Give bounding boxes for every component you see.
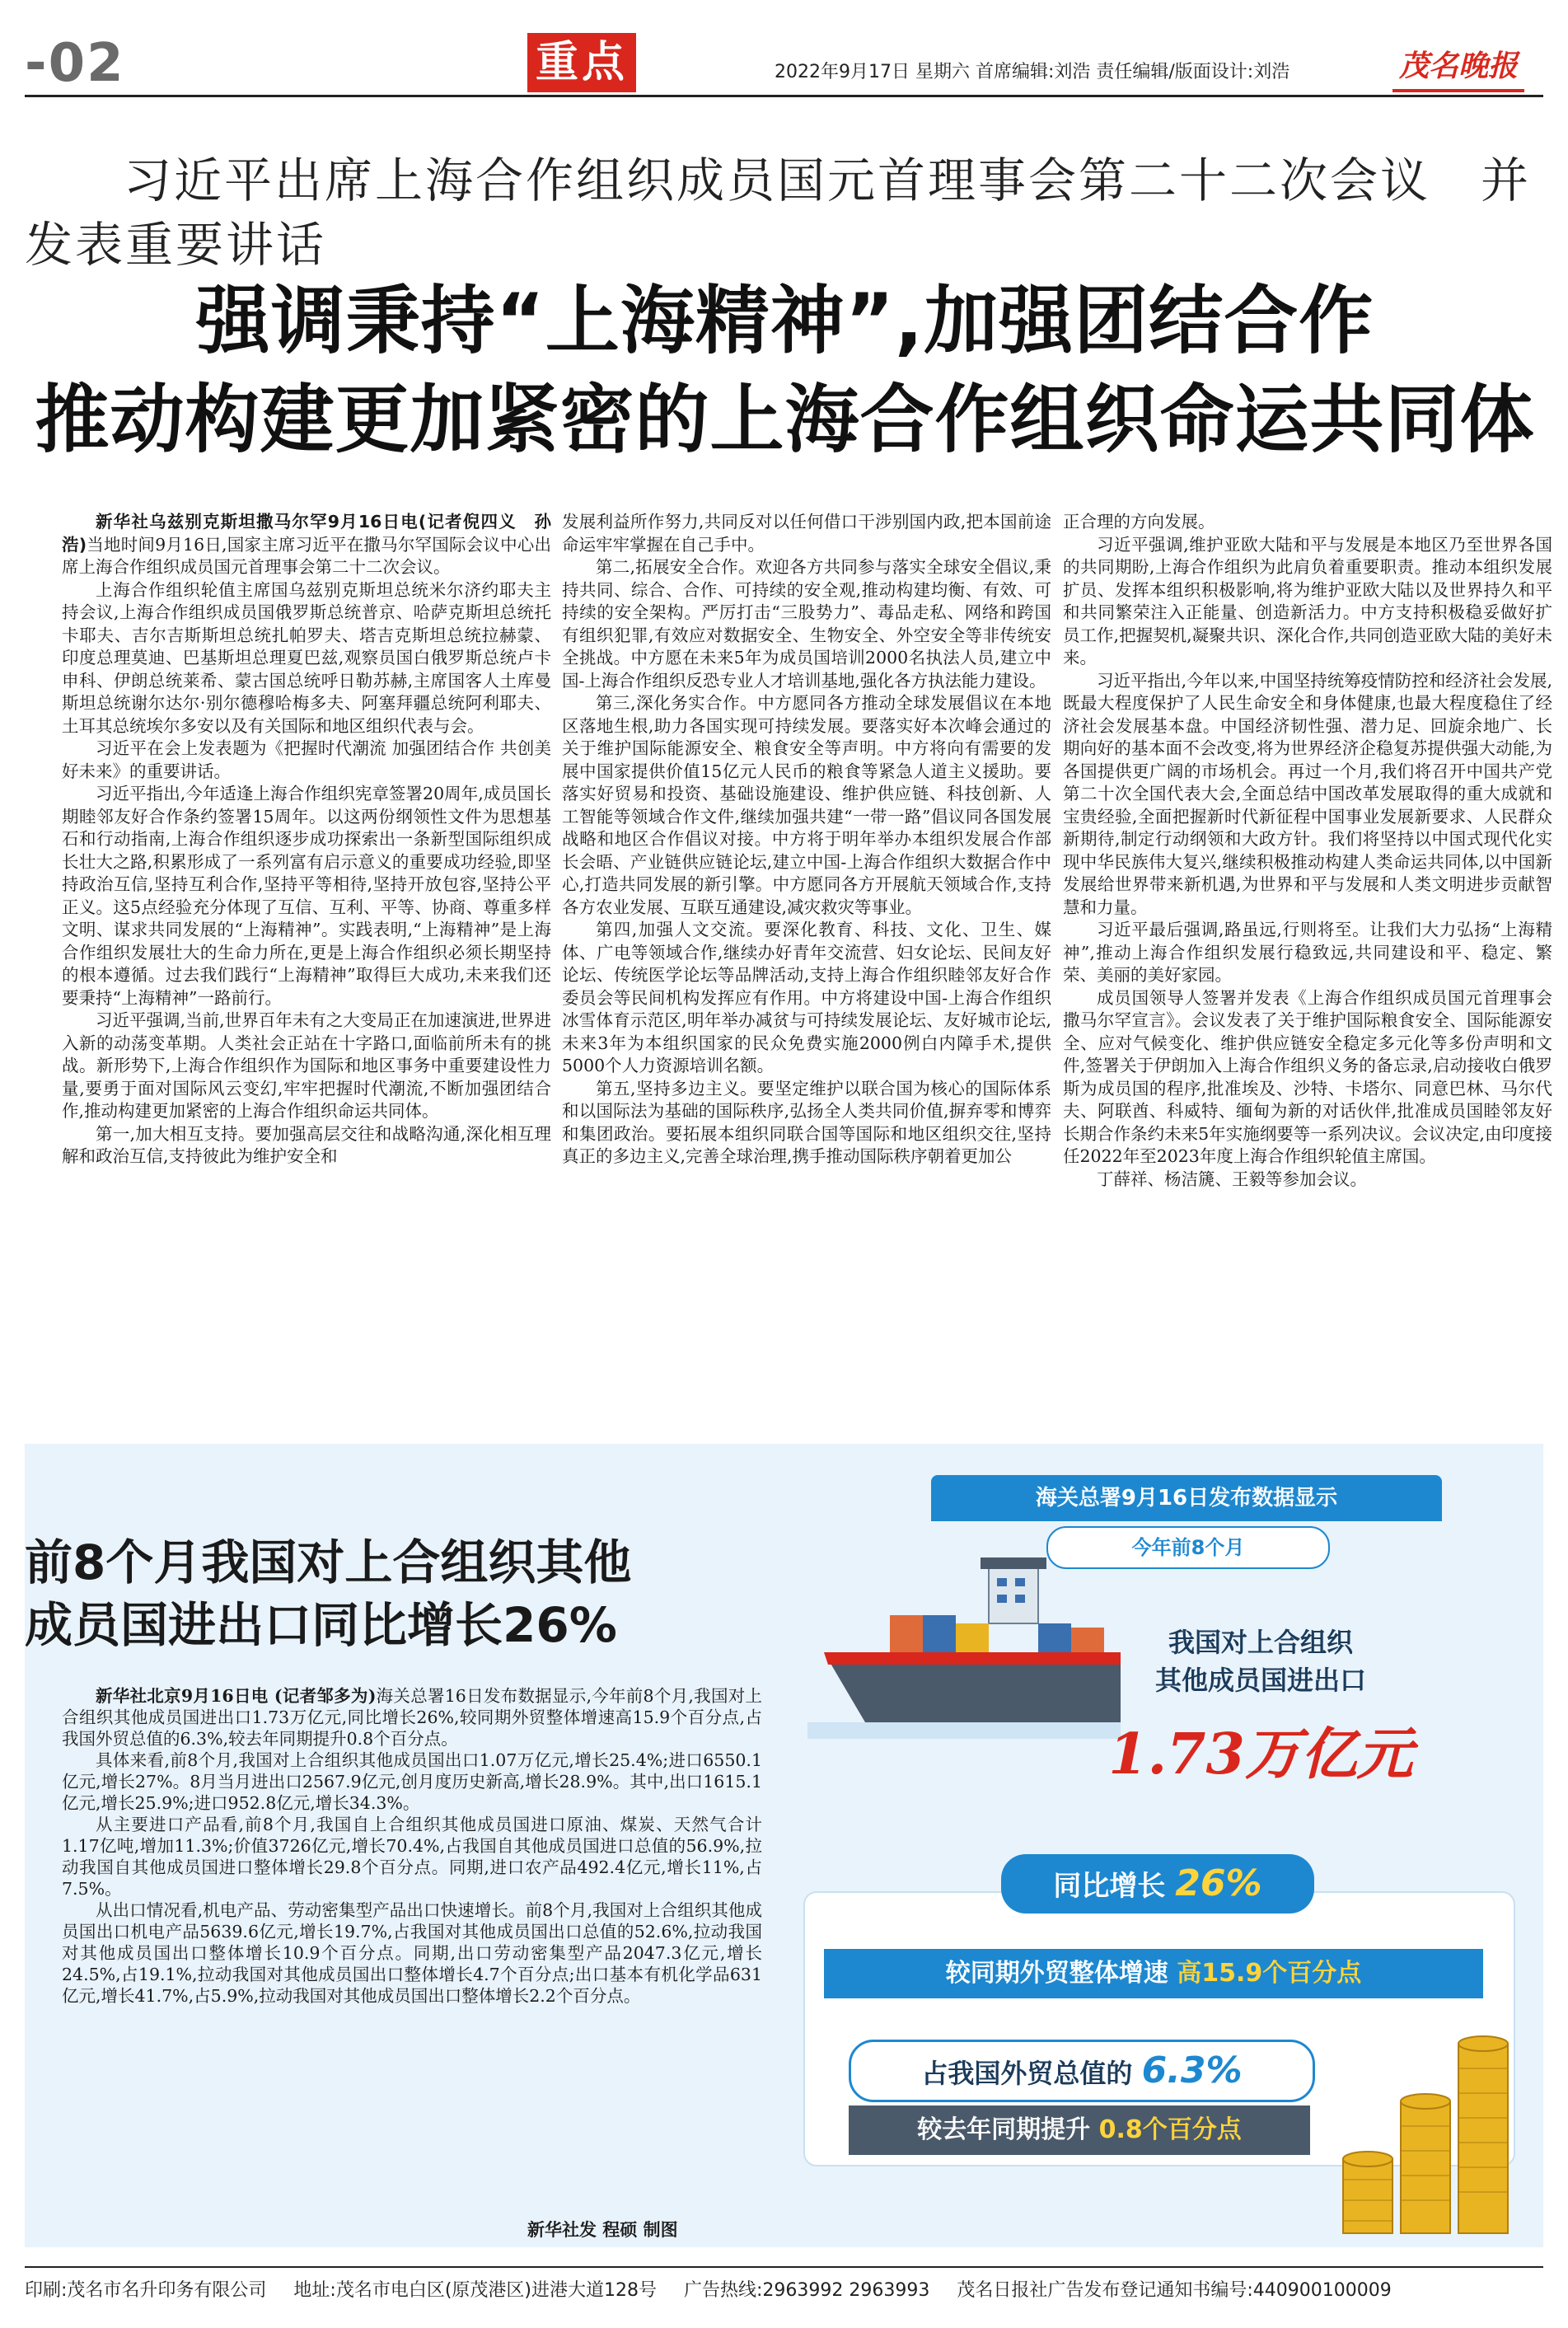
article-paragraph	[62, 1685, 762, 1750]
newspaper-logo: 茂名晚报	[1392, 43, 1524, 92]
article-paragraph	[62, 1009, 551, 1123]
paragraph-text: 当地时间9月16日,国家主席习近平在撒马尔罕国际会议中心出席上海合作组织成员国元首理事会第二十二次会议。	[62, 534, 551, 577]
trade-value: 高15.9个百分点	[1177, 1959, 1362, 1988]
dateline: 2022年9月17日 星期六 首席编辑:刘浩 责任编辑/版面设计:刘浩	[775, 62, 1290, 82]
paragraph-text: 具体来看,前8个月,我国对上合组织其他成员国出口1.07万亿元,增长25.4%;进口6550.1亿元,增长27%。8月当月进出口2567.9亿元,创月度历史新高,增长28.9%。其中,出口1615.1亿元,增长25.9%;进口952.8亿元,增长34.3%。	[62, 1750, 762, 1813]
article-paragraph	[62, 1750, 762, 1814]
metric-value: 1.73万亿元	[1108, 1721, 1413, 1787]
footer-hotline: 广告热线:2963992 2963993	[684, 2280, 930, 2301]
article-paragraph	[562, 919, 1051, 1078]
masthead-rule	[25, 95, 1543, 97]
trade-label: 较同期外贸整体增速	[945, 1959, 1168, 1988]
section-tag: 重点	[527, 33, 636, 92]
paragraph-text: 上海合作组织轮值主席国乌兹别克斯坦总统米尔济约耶夫主持会议,上海合作组织成员国俄罗斯总统普京、哈萨克斯坦总统托卡耶夫、吉尔吉斯斯坦总统扎帕罗夫、塔吉克斯坦总统拉赫蒙、印度总理莫迪、巴基斯坦总理夏巴兹,观察员国白俄罗斯总统卢卡申科、伊朗总统莱希、蒙古国总统呼日勒苏赫,主席国客人土库曼斯坦总统谢尔达尔·别尔德穆哈梅多夫、阿塞拜疆总统阿利耶夫、土耳其总统埃尔多安以及有关国际和地区组织代表与会。	[62, 579, 551, 736]
sidebar-headline-line-2: 成员国进出口同比增长26%	[25, 1597, 617, 1653]
metric-label	[1071, 1623, 1450, 1699]
paragraph-text: 成员国领导人签署并发表《上海合作组织成员国元首理事会撒马尔罕宣言》。会议发表了关于维护国际粮食安全、国际能源安全、应对气候变化、维护供应链安全稳定多元化等多份声明和文件,签署关于伊朗加入上海合作组织义务的备忘录,启动接收白俄罗斯为成员国的程序,批准埃及、沙特、卡塔尔、同意巴林、马尔代夫、阿联酋、科威特、缅甸为新的对话伙伴,批准成员国睦邻友好长期合作条约未来5年实施纲要等一系列决议。会议决定,由印度接任2022年至2023年度上海合作组织轮值主席国。	[1063, 987, 1552, 1166]
article-paragraph	[62, 1899, 762, 2007]
article-paragraph	[1063, 511, 1552, 534]
paragraph-text: 第四,加强人文交流。要深化教育、科技、文化、卫生、媒体、广电等领域合作,继续办好青年交流营、妇女论坛、民间友好论坛、传统医学论坛等品牌活动,支持上海合作组织睦邻友好合作委员会等民间机构发挥应有作用。中方将建设中国-上海合作组织冰雪体育示范区,明年举办减贫与可持续发展论坛、友好城市论坛,未来3年为本组织国家的民众免费实施2000例白内障手术,提供5000个人力资源培训名额。	[562, 920, 1051, 1075]
paragraph-text: 习近平指出,今年适逢上海合作组织宪章签署20周年,成员国长期睦邻友好合作条约签署15周年。以这两份纲领性文件为思想基石和行动指南,上海合作组织逐步成功探索出一条新型国际组织成长壮大之路,积累形成了一系列富有启示意义的重要成功经验,即坚持政治互信,坚持互利合作,坚持平等相待,坚持开放包容,坚持公平正义。这5点经验充分体现了互信、互利、平等、协商、尊重多样文明、谋求共同发展的“上海精神”。实践表明,“上海精神”是上海合作组织发展壮大的生命力所在,更是上海合作组织必须长期坚持的根本遵循。过去我们践行“上海精神”取得巨大成功,未来我们还要秉持“上海精神”一路前行。	[62, 784, 551, 1008]
footer	[25, 2276, 1543, 2302]
metric-label-line-2: 其他成员国进出口	[1154, 1665, 1366, 1696]
article-paragraph	[1063, 919, 1552, 987]
paragraph-text: 第三,深化务实合作。中方愿同各方推动全球发展倡议在本地区落地生根,助力各国实现可持续发展。要落实好本次峰会通过的关于维护国际能源安全、粮食安全等声明。中方将向有需要的发展中国家提供价值15亿元人民币的粮食等紧急人道主义援助。要落实好贸易和投资、基础设施建设、维护供应链、科技创新、人工智能等领域合作文件,继续加强共建“一带一路”倡议同各国发展战略和地区合作倡议对接。中方将于明年举办本组织发展合作部长会晤、产业链供应链论坛,建立中国-上海合作组织大数据合作中心,打造共同发展的新引擎。中方愿同各方开展航天领域合作,支持各方农业发展、互联互通建设,减灾救灾等事业。	[562, 693, 1051, 917]
yoy-label: 同比增长	[1053, 1870, 1166, 1903]
paragraph-text: 习近平在会上发表题为《把握时代潮流 加强团结合作 共创美好未来》的重要讲话。	[62, 738, 551, 781]
footer-printer: 印刷:茂名市名升印务有限公司	[25, 2280, 267, 2301]
article-paragraph	[1063, 987, 1552, 1169]
headline-line-2: 推动构建更加紧密的上海合作组织命运共同体	[35, 377, 1535, 463]
paragraph-text: 习近平强调,维护亚欧大陆和平与发展是本地区乃至世界各国的共同期盼,上海合作组织为此肩负着重要职责。推动本组织发展扩员、发挥本组织积极影响,将为维护亚欧大陆以及世界持久和平和共同繁荣注入正能量、创造新活力。中方支持积极稳妥做好扩员工作,把握契机,凝聚共识、深化合作,共同创造亚欧大陆的美好未来。	[1063, 534, 1552, 667]
paragraph-text: 发展利益所作努力,共同反对以任何借口干涉别国内政,把本国前途命运牢牢掌握在自己手中。	[562, 512, 1051, 555]
article-kicker: 习近平出席上海合作组织成员国元首理事会第二十二次会议 并发表重要讲话	[25, 152, 1532, 273]
article-paragraph	[562, 1078, 1051, 1169]
paragraph-text: 第五,坚持多边主义。要坚定维护以联合国为核心的国际体系和以国际法为基础的国际秩序,弘扬全人类共同价值,摒弃零和博弈和集团政治。要拓展本组织同联合国等国际和地区组织交往,坚持真正的多边主义,完善全球治理,携手推动国际秩序朝着更加公	[562, 1078, 1051, 1166]
article-paragraph	[62, 511, 551, 579]
page-number: -02	[25, 33, 125, 94]
paragraph-text: 从出口情况看,机电产品、劳动密集型产品出口快速增长。前8个月,我国对上合组织其他成员国出口机电产品5639.6亿元,增长19.7%,占我国对其他成员国出口总值的52.6%,拉动我国对其他成员国出口整体增长10.9个百分点。同期,出口劳动密集型产品2047.3亿元,增长24.5%,占19.1%,拉动我国对其他成员国出口整体增长4.7个百分点;出口基本有机化学品631亿元,增长41.7%,占5.9%,拉动我国对其他成员国出口整体增长2.2个百分点。	[62, 1900, 762, 2006]
article-column-2	[562, 511, 1051, 1426]
paragraph-text: 习近平最后强调,路虽远,行则将至。让我们大力弘扬“上海精神”,推动上海合作组织发展行稳致远,共同建设和平、稳定、繁荣、美丽的美好家园。	[1063, 920, 1552, 985]
sidebar-headline-line-1: 前8个月我国对上合组织其他	[25, 1534, 632, 1590]
footer-rule	[25, 2266, 1543, 2268]
metric-label-line-1: 我国对上合组织	[1168, 1627, 1353, 1658]
article-paragraph	[62, 738, 551, 783]
gold-coin-stack-icon	[1335, 2011, 1541, 2241]
paragraph-text: 第一,加大相互支持。要加强高层交往和战略沟通,深化相互理解和政治互信,支持彼此为维护安全和	[62, 1123, 551, 1166]
article-paragraph	[62, 1123, 551, 1169]
paragraph-text: 第二,拓展安全合作。欢迎各方共同参与落实全球安全倡议,秉持共同、综合、合作、可持续的安全观,推动构建均衡、有效、可持续的安全架构。严厉打击“三股势力”、毒品走私、网络和跨国有组织犯罪,有效应对数据安全、生物安全、外空安全等非传统安全挑战。中方愿在未来5年为成员国培训2000名执法人员,建立中国-上海合作组织反恐专业人才培训基地,强化各方执法能力建设。	[562, 557, 1051, 691]
sidebar-body	[62, 1685, 762, 2007]
yoy-value: 26%	[1175, 1862, 1262, 1904]
article-column-1	[62, 511, 551, 1426]
paragraph-text: 从主要进口产品看,前8个月,我国自上合组织其他成员国进口原油、煤炭、天然气合计1.17亿吨,增加11.3%;价值3726亿元,增长70.4%,占我国自其他成员国进口总值的56.9%,拉动我国自其他成员国进口整体增长29.8个百分点。同期,进口农产品492.4亿元,增长11%,占7.5%。	[62, 1815, 762, 1899]
trade-growth-bar	[824, 1949, 1483, 1998]
article-headline	[25, 272, 1545, 470]
period-pill: 今年前8个月	[1046, 1526, 1330, 1569]
up-label: 较去年同期提升	[917, 2115, 1091, 2144]
paragraph-text: 正合理的方向发展。	[1063, 512, 1215, 532]
article-paragraph	[562, 556, 1051, 692]
footer-license: 茂名日报社广告发布登记通知书编号:440900100009	[957, 2280, 1392, 2301]
article-paragraph	[1063, 670, 1552, 920]
article-paragraph	[1063, 534, 1552, 670]
share-label: 占我国外贸总值的	[921, 2058, 1133, 2089]
article-paragraph	[62, 783, 551, 1009]
dateline-lead: 新华社乌兹别克斯坦撒马尔罕9月16日电(记者倪四义 孙浩)	[62, 512, 551, 555]
paragraph-text: 习近平指出,今年以来,中国坚持统筹疫情防控和经济社会发展,既最大程度保护了人民生命安全和身体健康,也最大程度稳住了经济社会发展基本盘。中国经济韧性强、潜力足、回旋余地广、长期向好的基本面不会改变,将为世界经济企稳复苏提供强大动能,为各国提供更广阔的市场机会。再过一个月,我们将召开中国共产党第二十次全国代表大会,全面总结中国改革发展取得的重大成就和宝贵经验,全面把握新时代新征程中国事业发展新要求、人民群众新期待,制定行动纲领和大政方针。我们将坚持以中国式现代化实现中华民族伟大复兴,继续积极推动构建人类命运共同体,以中国新发展给世界带来新机遇,为世界和平与发展和人类文明进步贡献智慧和力量。	[1063, 670, 1552, 917]
infographic-banner: 海关总署9月16日发布数据显示	[931, 1475, 1442, 1521]
paragraph-text: 习近平强调,当前,世界百年未有之大变局正在加速演进,世界进入新的动荡变革期。人类社会正站在十字路口,面临前所未有的挑战。新形势下,上海合作组织作为国际和地区事务中重要建设性力量,要勇于面对国际风云变幻,牢牢把握时代潮流,不断加强团结合作,推动构建更加紧密的上海合作组织命运共同体。	[62, 1010, 551, 1121]
article-paragraph	[562, 692, 1051, 919]
graphic-credit: 新华社发 程硕 制图	[527, 2220, 678, 2240]
article-paragraph	[62, 579, 551, 738]
sidebar-headline	[25, 1531, 766, 1656]
article-paragraph	[62, 1814, 762, 1899]
article-column-3	[1063, 511, 1552, 1426]
footer-address: 地址:茂名市电白区(原茂港区)进港大道128号	[293, 2280, 657, 2301]
share-value: 6.3%	[1141, 2049, 1243, 2091]
up-value: 0.8个百分点	[1098, 2115, 1242, 2144]
article-paragraph	[1063, 1169, 1552, 1192]
dateline-lead: 新华社北京9月16日电 (记者邹多为)	[96, 1686, 377, 1706]
paragraph-text: 海关总署16日发布数据显示,今年前8个月,我国对上合组织其他成员国进出口1.73万亿元,同比增长26%,较同期外贸整体增速高15.9个百分点,占我国外贸总值的6.3%,较去年同期提升0.8个百分点。	[62, 1686, 762, 1749]
share-badge	[849, 2040, 1315, 2102]
paragraph-text: 丁薛祥、杨洁篪、王毅等参加会议。	[1097, 1169, 1367, 1189]
headline-line-1: 强调秉持“上海精神”,加强团结合作	[195, 278, 1374, 364]
yoy-increase-bar	[849, 2106, 1310, 2155]
yoy-badge	[1001, 1854, 1314, 1913]
article-paragraph	[562, 511, 1051, 556]
